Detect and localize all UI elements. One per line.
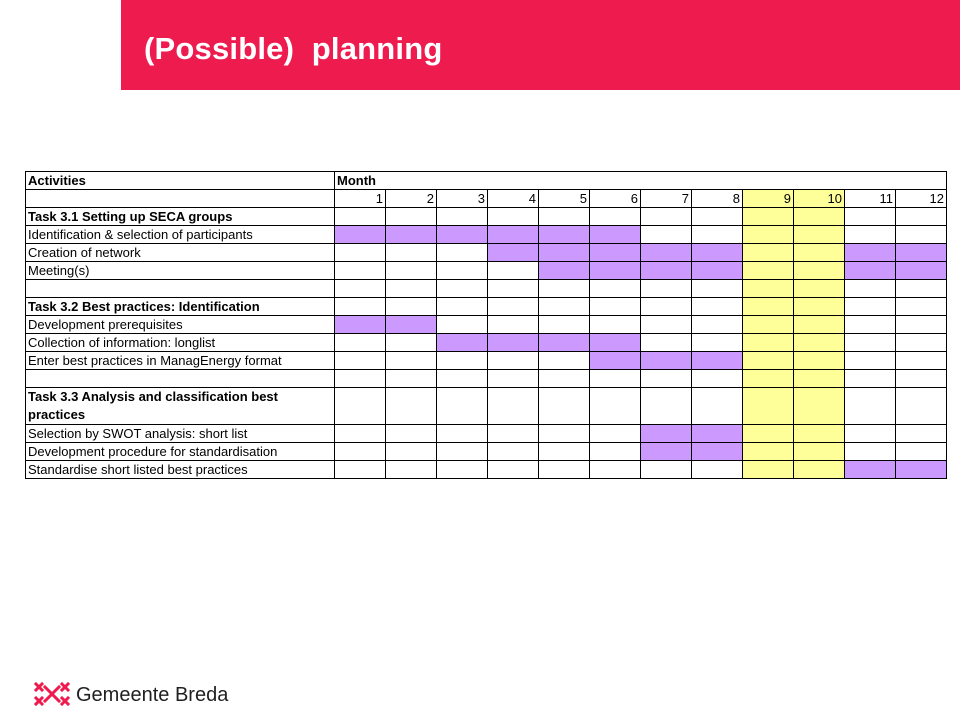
month-cell — [386, 388, 437, 425]
month-cell — [845, 461, 896, 479]
month-cell — [590, 388, 641, 425]
month-cell — [692, 298, 743, 316]
activity-row — [26, 334, 947, 352]
month-cell — [386, 461, 437, 479]
month-cell — [896, 208, 947, 226]
header-month: Month — [335, 172, 947, 190]
month-cell — [488, 262, 539, 280]
month-cell — [845, 280, 896, 298]
activity-row — [26, 262, 947, 280]
month-cell — [896, 226, 947, 244]
month-cell — [539, 208, 590, 226]
month-cell — [692, 280, 743, 298]
month-number-row — [26, 190, 947, 208]
month-cell — [590, 334, 641, 352]
activity-row — [26, 443, 947, 461]
month-cell — [437, 226, 488, 244]
month-cell — [845, 352, 896, 370]
month-cell — [335, 370, 386, 388]
month-cell — [743, 370, 794, 388]
month-number: 9 — [743, 190, 794, 208]
activity-row — [26, 280, 947, 298]
month-cell — [437, 244, 488, 262]
month-cell — [539, 262, 590, 280]
slide-title: (Possible) planning — [144, 31, 443, 66]
month-cell — [692, 226, 743, 244]
month-cell — [488, 298, 539, 316]
month-cell — [641, 262, 692, 280]
month-cell — [488, 461, 539, 479]
month-cell — [845, 226, 896, 244]
month-cell — [437, 443, 488, 461]
month-cell — [335, 443, 386, 461]
activity-row — [26, 316, 947, 334]
month-cell — [794, 388, 845, 425]
month-cell — [641, 298, 692, 316]
activity-row — [26, 208, 947, 226]
month-number: 2 — [386, 190, 437, 208]
planning-table — [25, 171, 947, 479]
month-cell — [488, 425, 539, 443]
month-cell — [335, 226, 386, 244]
gemeente-breda-logo-icon — [33, 681, 71, 707]
month-cell — [488, 334, 539, 352]
month-cell — [641, 280, 692, 298]
month-cell — [386, 280, 437, 298]
month-cell — [590, 370, 641, 388]
month-cell — [590, 443, 641, 461]
month-number-row-spacer — [26, 190, 335, 208]
month-cell — [386, 208, 437, 226]
month-cell — [896, 262, 947, 280]
month-cell — [845, 316, 896, 334]
month-cell — [590, 461, 641, 479]
month-cell — [845, 370, 896, 388]
month-cell — [641, 461, 692, 479]
month-cell — [794, 370, 845, 388]
month-cell — [488, 370, 539, 388]
month-cell — [539, 244, 590, 262]
month-cell — [539, 352, 590, 370]
month-number: 6 — [590, 190, 641, 208]
activity-label: Identification & selection of participants — [26, 226, 335, 244]
month-cell — [743, 352, 794, 370]
month-cell — [896, 425, 947, 443]
month-cell — [896, 334, 947, 352]
activity-row — [26, 461, 947, 479]
month-cell — [335, 425, 386, 443]
month-cell — [335, 244, 386, 262]
month-cell — [794, 334, 845, 352]
month-cell — [539, 298, 590, 316]
activity-row — [26, 298, 947, 316]
month-cell — [896, 352, 947, 370]
month-cell — [590, 262, 641, 280]
month-cell — [794, 280, 845, 298]
month-cell — [488, 443, 539, 461]
month-cell — [488, 280, 539, 298]
month-cell — [896, 443, 947, 461]
month-number: 10 — [794, 190, 845, 208]
month-cell — [692, 316, 743, 334]
month-cell — [386, 334, 437, 352]
month-cell — [641, 334, 692, 352]
month-number: 11 — [845, 190, 896, 208]
task-heading: Task 3.3 Analysis and classification best practices — [26, 388, 335, 425]
month-cell — [539, 443, 590, 461]
activity-row — [26, 352, 947, 370]
month-cell — [794, 352, 845, 370]
month-cell — [845, 425, 896, 443]
month-cell — [896, 244, 947, 262]
month-cell — [743, 298, 794, 316]
month-cell — [335, 334, 386, 352]
month-cell — [590, 280, 641, 298]
task-heading: Task 3.2 Best practices: Identification — [26, 298, 335, 316]
month-cell — [335, 298, 386, 316]
month-cell — [896, 298, 947, 316]
month-cell — [335, 262, 386, 280]
month-cell — [743, 461, 794, 479]
month-cell — [692, 262, 743, 280]
month-cell — [743, 316, 794, 334]
month-cell — [845, 244, 896, 262]
month-cell — [590, 298, 641, 316]
activity-label: Enter best practices in ManagEnergy format — [26, 352, 335, 370]
month-number: 8 — [692, 190, 743, 208]
month-cell — [335, 280, 386, 298]
month-cell — [488, 208, 539, 226]
month-cell — [437, 425, 488, 443]
month-cell — [590, 425, 641, 443]
month-cell — [896, 280, 947, 298]
month-cell — [539, 425, 590, 443]
month-cell — [641, 443, 692, 461]
activity-label: Selection by SWOT analysis: short list — [26, 425, 335, 443]
month-cell — [539, 316, 590, 334]
month-cell — [488, 352, 539, 370]
month-cell — [590, 244, 641, 262]
month-cell — [743, 334, 794, 352]
month-cell — [488, 244, 539, 262]
month-cell — [794, 298, 845, 316]
month-cell — [743, 425, 794, 443]
month-cell — [386, 298, 437, 316]
month-cell — [641, 388, 692, 425]
month-cell — [692, 334, 743, 352]
month-cell — [743, 280, 794, 298]
month-cell — [641, 226, 692, 244]
month-cell — [794, 262, 845, 280]
task-heading: Task 3.1 Setting up SECA groups — [26, 208, 335, 226]
month-cell — [437, 208, 488, 226]
month-cell — [386, 370, 437, 388]
month-cell — [692, 208, 743, 226]
month-cell — [386, 226, 437, 244]
activity-label: Collection of information: longlist — [26, 334, 335, 352]
month-cell — [845, 334, 896, 352]
month-cell — [641, 244, 692, 262]
month-cell — [692, 443, 743, 461]
month-cell — [539, 226, 590, 244]
activity-label: Creation of network — [26, 244, 335, 262]
month-cell — [641, 425, 692, 443]
month-cell — [590, 208, 641, 226]
month-cell — [539, 334, 590, 352]
month-cell — [845, 443, 896, 461]
month-cell — [437, 316, 488, 334]
month-cell — [743, 388, 794, 425]
month-cell — [845, 262, 896, 280]
month-cell — [896, 370, 947, 388]
month-cell — [794, 425, 845, 443]
month-number: 3 — [437, 190, 488, 208]
month-cell — [743, 226, 794, 244]
month-cell — [743, 262, 794, 280]
month-cell — [539, 388, 590, 425]
month-cell — [437, 388, 488, 425]
month-cell — [539, 370, 590, 388]
activity-row — [26, 370, 947, 388]
month-cell — [437, 262, 488, 280]
month-cell — [386, 262, 437, 280]
month-cell — [590, 316, 641, 334]
header-activities: Activities — [26, 172, 335, 190]
month-number: 7 — [641, 190, 692, 208]
month-cell — [896, 316, 947, 334]
month-cell — [692, 370, 743, 388]
activity-label: Standardise short listed best practices — [26, 461, 335, 479]
activity-label — [26, 280, 335, 298]
month-cell — [335, 352, 386, 370]
month-cell — [641, 352, 692, 370]
month-cell — [590, 226, 641, 244]
month-cell — [794, 461, 845, 479]
month-cell — [386, 443, 437, 461]
activity-label: Development procedure for standardisation — [26, 443, 335, 461]
activity-row — [26, 244, 947, 262]
month-cell — [692, 244, 743, 262]
month-cell — [692, 461, 743, 479]
month-number: 5 — [539, 190, 590, 208]
month-cell — [896, 388, 947, 425]
month-cell — [386, 316, 437, 334]
month-cell — [488, 316, 539, 334]
activity-row — [26, 226, 947, 244]
brand-name: Gemeente Breda — [76, 684, 229, 706]
month-cell — [896, 461, 947, 479]
month-cell — [590, 352, 641, 370]
month-cell — [488, 226, 539, 244]
header-row — [26, 172, 947, 190]
month-cell — [335, 388, 386, 425]
month-cell — [845, 298, 896, 316]
activity-row — [26, 388, 947, 425]
month-cell — [437, 352, 488, 370]
month-cell — [386, 352, 437, 370]
month-cell — [743, 443, 794, 461]
month-cell — [386, 244, 437, 262]
month-cell — [539, 461, 590, 479]
month-cell — [743, 208, 794, 226]
activity-row — [26, 425, 947, 443]
month-cell — [692, 352, 743, 370]
month-number: 12 — [896, 190, 947, 208]
month-cell — [641, 370, 692, 388]
month-cell — [794, 316, 845, 334]
month-cell — [437, 280, 488, 298]
month-cell — [335, 461, 386, 479]
month-cell — [437, 370, 488, 388]
month-cell — [539, 280, 590, 298]
month-cell — [488, 388, 539, 425]
month-cell — [641, 208, 692, 226]
month-cell — [743, 244, 794, 262]
month-cell — [794, 226, 845, 244]
month-number: 4 — [488, 190, 539, 208]
month-cell — [641, 316, 692, 334]
month-cell — [845, 208, 896, 226]
month-cell — [794, 244, 845, 262]
month-cell — [794, 208, 845, 226]
month-cell — [437, 298, 488, 316]
month-cell — [437, 334, 488, 352]
month-cell — [794, 443, 845, 461]
activity-label: Meeting(s) — [26, 262, 335, 280]
activity-label: Development prerequisites — [26, 316, 335, 334]
month-cell — [845, 388, 896, 425]
month-cell — [692, 425, 743, 443]
month-cell — [335, 208, 386, 226]
month-cell — [335, 316, 386, 334]
activity-label — [26, 370, 335, 388]
month-cell — [437, 461, 488, 479]
month-cell — [692, 388, 743, 425]
month-cell — [386, 425, 437, 443]
month-number: 1 — [335, 190, 386, 208]
